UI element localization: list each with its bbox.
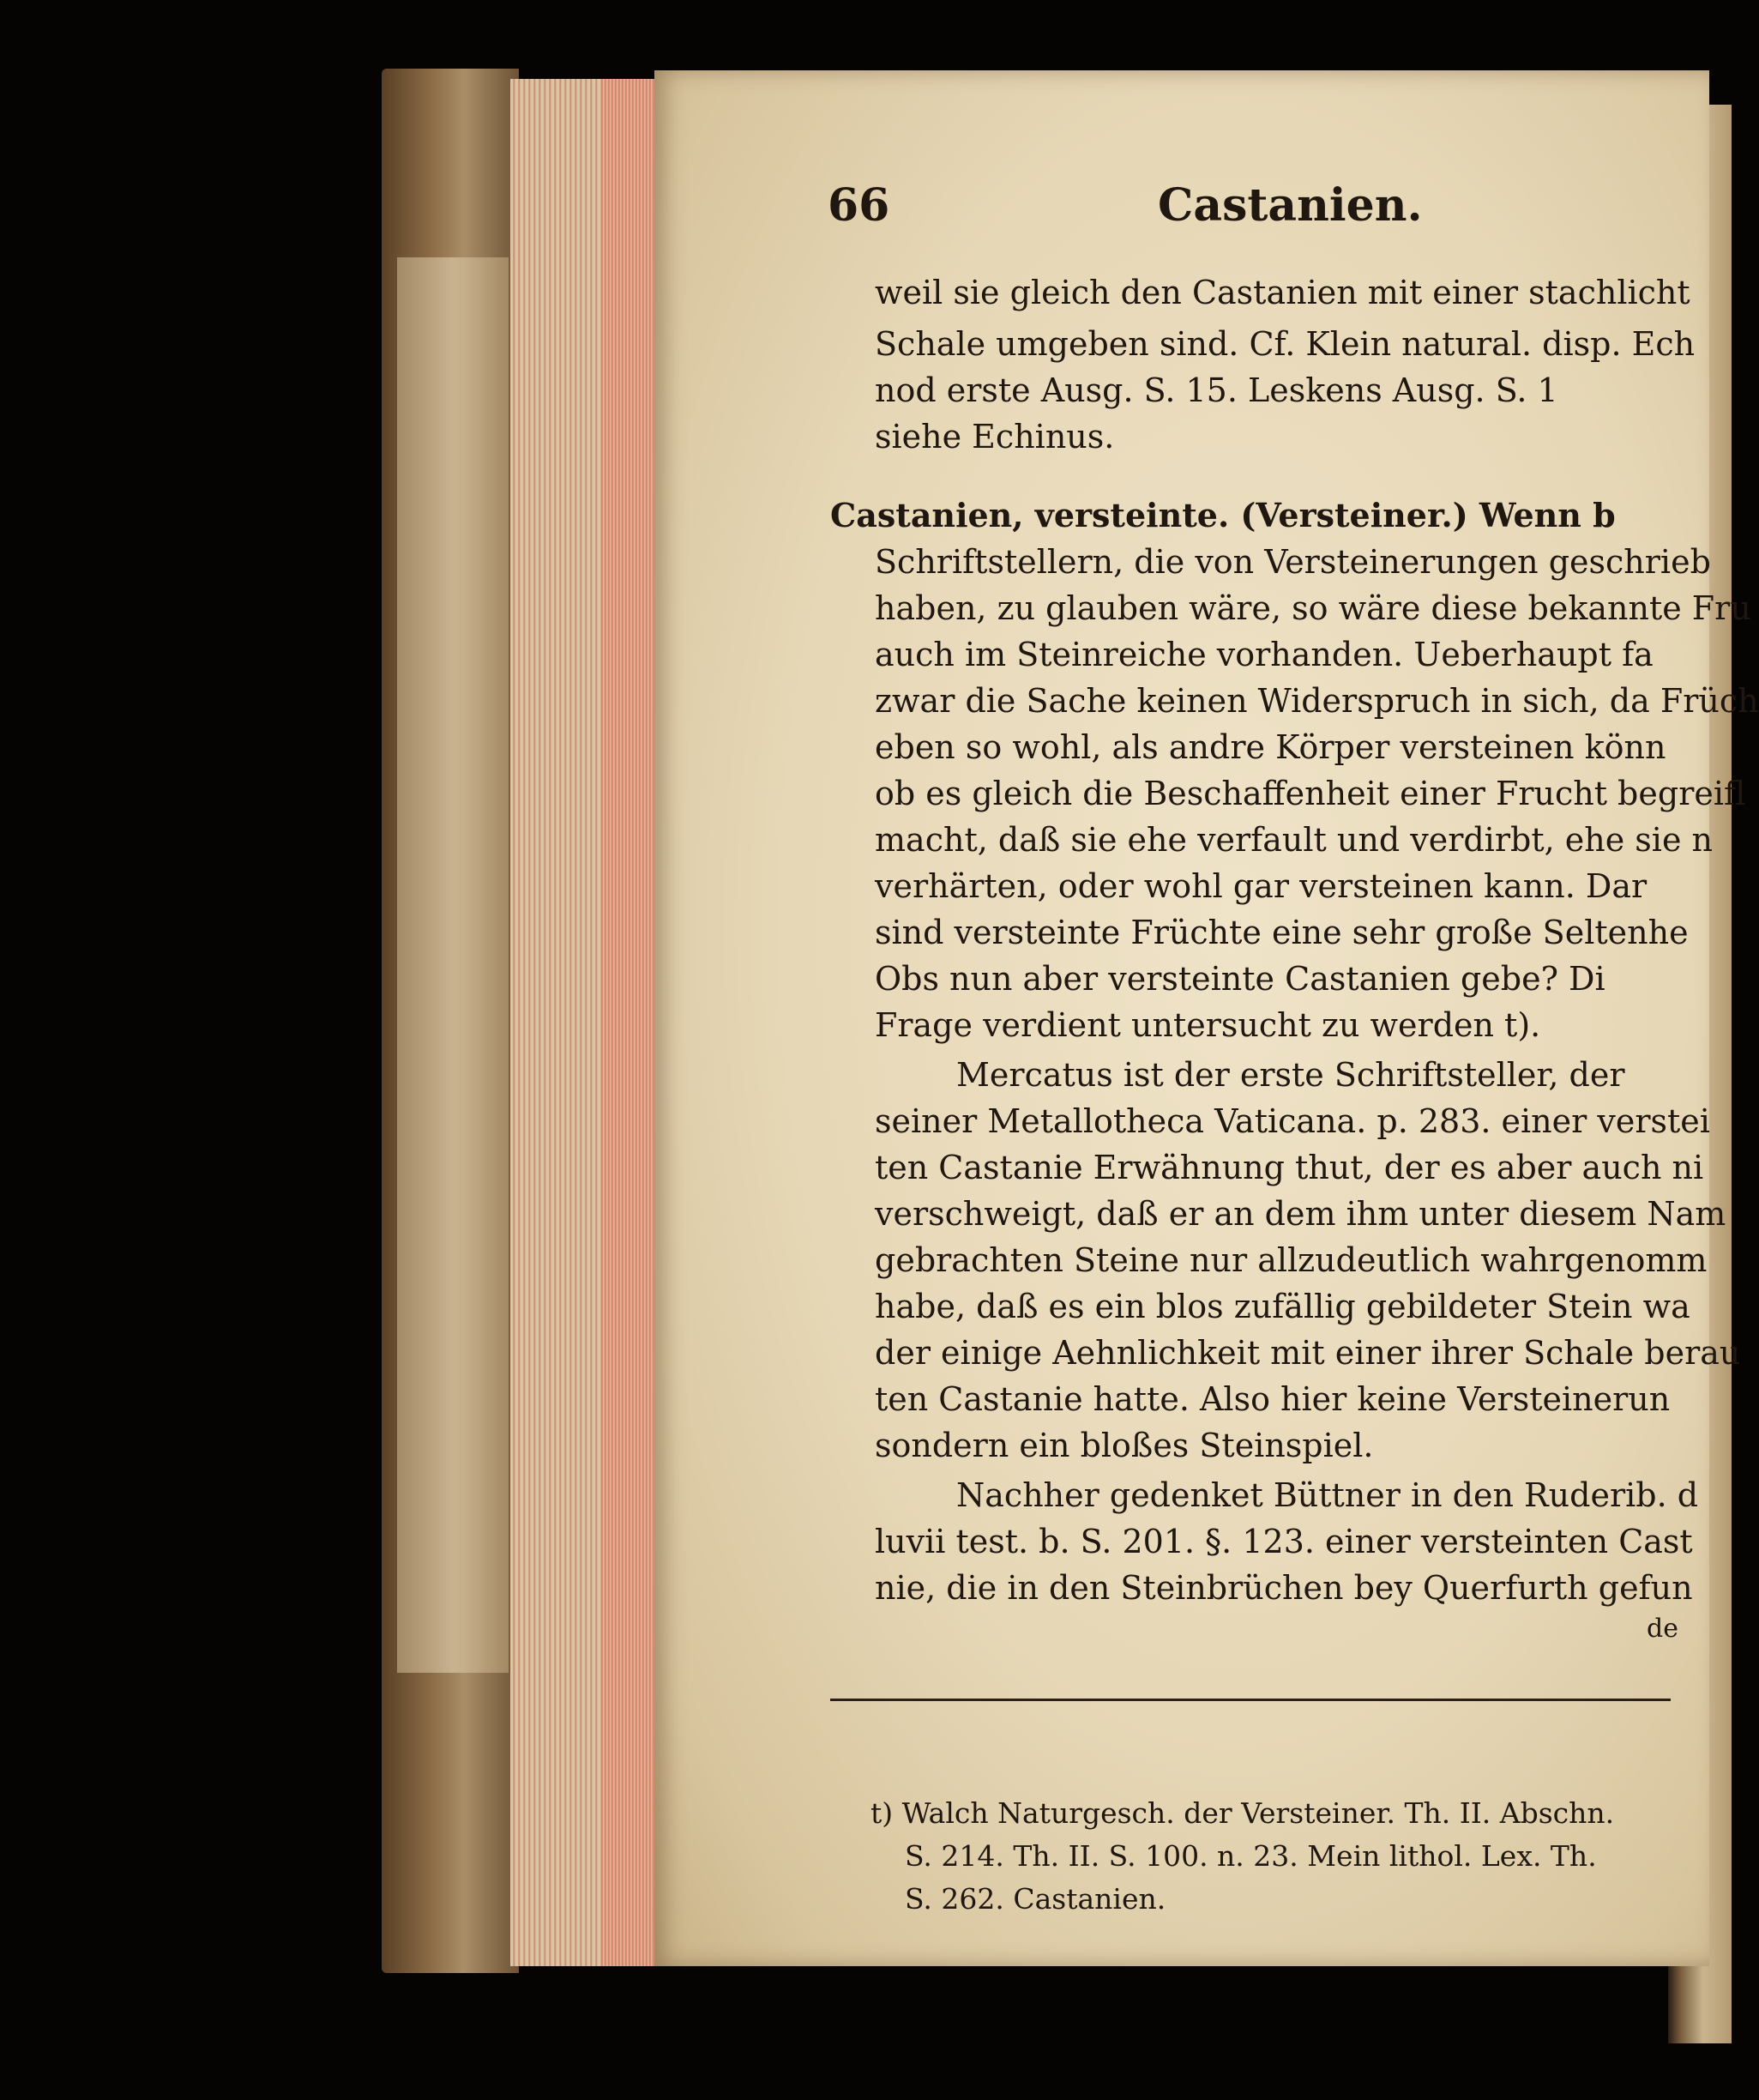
text-line: siehe Echinus. — [875, 418, 1115, 456]
text-line: sondern ein bloßes Steinspiel. — [875, 1427, 1374, 1464]
entry-heading-line: Castanien, versteinte. (Versteiner.) Wenn b — [830, 496, 1616, 534]
text-line: ten Castanie Erwähnung thut, der es aber auch ni — [875, 1149, 1704, 1186]
text-line: zwar die Sache keinen Widerspruch in sich, da Früch — [875, 682, 1759, 720]
text-line: eben so wohl, als andre Körper versteinen könn — [875, 728, 1666, 766]
text-line: Frage verdient untersucht zu werden t). — [875, 1006, 1541, 1044]
text-line: de — [1647, 1614, 1678, 1644]
running-title: Castanien. — [1158, 179, 1423, 232]
footnote-line: S. 214. Th. II. S. 100. n. 23. Mein lithol. Lex. Th. — [905, 1839, 1597, 1873]
text-line: nie, die in den Steinbrüchen bey Querfurth gefun — [875, 1569, 1693, 1607]
text-line: der einige Aehnlichkeit mit einer ihrer Schale berau — [875, 1334, 1741, 1372]
text-line: Schale umgeben sind. Cf. Klein natural. disp. Ech — [875, 325, 1696, 363]
page-header — [828, 172, 1685, 240]
footnote-divider — [830, 1699, 1671, 1701]
text-line: auch im Steinreiche vorhanden. Ueberhaupt fa — [875, 636, 1654, 673]
text-line: verschweigt, daß er an dem ihm unter diesem Nam — [875, 1195, 1726, 1233]
text-line: verhärten, oder wohl gar versteinen kann. Dar — [875, 867, 1648, 905]
text-line: luvii test. b. S. 201. §. 123. einer versteinten Cast — [875, 1523, 1693, 1560]
text-line: Nachher gedenket Büttner in den Ruderib. d — [956, 1476, 1699, 1514]
text-line: Obs nun aber versteinte Castanien gebe? Di — [875, 960, 1605, 998]
text-line: ob es gleich die Beschaffenheit einer Frucht begreifl — [875, 775, 1746, 812]
footnote-line: S. 262. Castanien. — [905, 1882, 1166, 1916]
text-line: Schriftstellern, die von Versteinerungen geschrieb — [875, 543, 1711, 581]
page-number: 66 — [828, 179, 890, 232]
text-line: haben, zu glauben wäre, so wäre diese bekannte Fru — [875, 589, 1751, 627]
text-line: nod erste Ausg. S. 15. Leskens Ausg. S. 1 — [875, 371, 1558, 409]
text-line: Mercatus ist der erste Schriftsteller, der — [956, 1056, 1625, 1094]
text-line: habe, daß es ein blos zufällig gebildeter Stein wa — [875, 1288, 1690, 1325]
text-line: weil sie gleich den Castanien mit einer stachlicht — [875, 274, 1690, 311]
text-line: seiner Metallotheca Vaticana. p. 283. einer verstei — [875, 1102, 1710, 1140]
text-line: macht, daß sie ehe verfault und verdirbt, ehe sie n — [875, 821, 1713, 859]
text-line: sind versteinte Früchte eine sehr große Seltenhe — [875, 914, 1689, 951]
text-line: gebrachten Steine nur allzudeutlich wahrgenomm — [875, 1241, 1708, 1279]
text-line: ten Castanie hatte. Also hier keine Versteinerun — [875, 1380, 1671, 1418]
footnote-line: t) Walch Naturgesch. der Versteiner. Th. II. Abschn. — [870, 1796, 1615, 1830]
